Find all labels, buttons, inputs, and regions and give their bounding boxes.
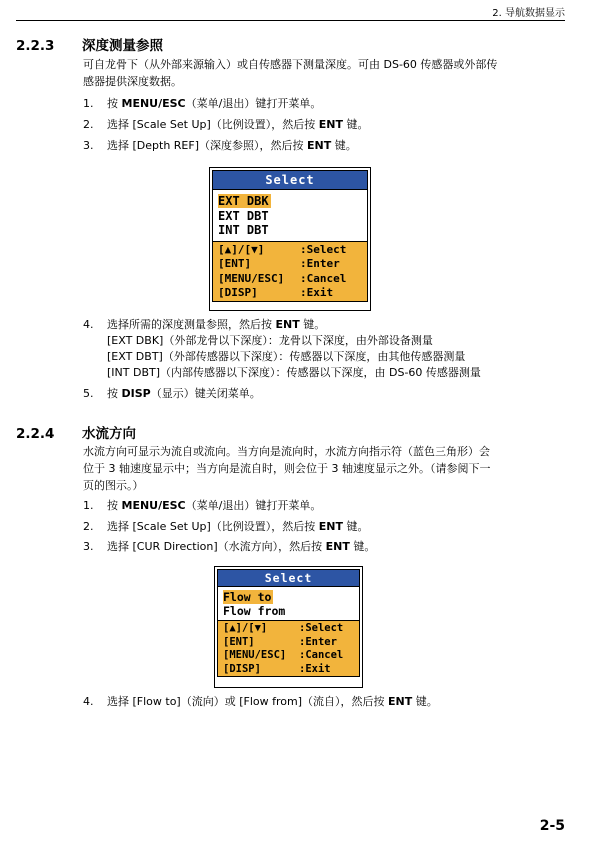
step-text: 选择 [CUR Direction]（水流方向），然后按 bbox=[107, 540, 326, 553]
key-action: :Cancel bbox=[300, 271, 347, 285]
menu-title: Select bbox=[217, 569, 360, 587]
key-action: :Enter bbox=[300, 257, 340, 270]
key-guide-row bbox=[218, 272, 367, 287]
section-intro bbox=[83, 56, 565, 90]
section-heading-depth-ref bbox=[16, 34, 163, 54]
step-text: 按 bbox=[107, 387, 122, 400]
step-text: 键。 bbox=[343, 520, 369, 533]
key-action: :Exit bbox=[300, 286, 334, 299]
select-menu-depth-ref bbox=[209, 167, 371, 311]
key-name: MENU/ESC bbox=[121, 97, 186, 110]
key-name: ENT bbox=[388, 695, 413, 708]
section-title: 水流方向 bbox=[82, 426, 136, 442]
step-text: （显示）键关闭菜单。 bbox=[150, 387, 261, 400]
key-action: :Cancel bbox=[299, 649, 344, 661]
menu-option-flow-from[interactable] bbox=[218, 605, 359, 619]
step-text: 键。 bbox=[299, 318, 326, 331]
intro-line: 感器提供深度数据。 bbox=[83, 75, 182, 88]
step-text: 键。 bbox=[349, 540, 376, 553]
intro-line: 可自龙骨下（从外部来源输入）或自传感器下测量深度。可由 DS-60 传感器或外部传 bbox=[83, 58, 498, 71]
step-item bbox=[83, 538, 565, 555]
step-item bbox=[83, 497, 565, 514]
step-number: 1. bbox=[83, 97, 94, 110]
option-label: Flow from bbox=[223, 603, 286, 618]
menu-options bbox=[212, 190, 368, 241]
select-menu-cur-direction bbox=[214, 566, 363, 688]
page-number: 2-5 bbox=[539, 818, 565, 834]
key-name: ENT bbox=[325, 540, 350, 553]
intro-line: 水流方向可显示为流自或流向。当方向是流向时，水流方向指示符（蓝色三角形）会 bbox=[83, 445, 490, 458]
step-text: （菜单/退出）键打开菜单。 bbox=[185, 499, 322, 512]
menu-key-guide bbox=[212, 241, 368, 302]
step-text: 按 bbox=[107, 499, 122, 512]
key-name: ENT bbox=[318, 118, 343, 131]
key-name: MENU/ESC bbox=[121, 499, 186, 512]
menu-option-flow-to[interactable] bbox=[218, 591, 359, 605]
key-label: [▲]/[▼] bbox=[223, 622, 268, 634]
option-label: EXT DBK bbox=[218, 194, 269, 208]
menu-title: Select bbox=[212, 170, 368, 190]
option-label: EXT DBT bbox=[218, 208, 269, 223]
section-intro bbox=[83, 443, 565, 494]
key-name: ENT bbox=[275, 318, 300, 331]
key-action: :Enter bbox=[299, 635, 337, 648]
step-text: 选择 [Depth REF]（深度参照），然后按 bbox=[107, 139, 307, 152]
menu-option-int-dbt[interactable] bbox=[213, 223, 367, 238]
menu-options bbox=[217, 587, 360, 620]
key-name: ENT bbox=[318, 520, 343, 533]
step-number: 3. bbox=[83, 540, 94, 553]
option-description: [INT DBT]（内部传感器以下深度）：传感器以下深度，由 DS-60 传感器测量 bbox=[107, 366, 481, 379]
key-guide-row bbox=[218, 243, 367, 258]
step-item bbox=[83, 137, 565, 154]
key-label: [MENU/ESC] bbox=[223, 649, 287, 661]
key-guide-row bbox=[218, 286, 367, 301]
step-number: 1. bbox=[83, 499, 94, 512]
step-number: 2. bbox=[83, 520, 94, 533]
key-label: [ENT] bbox=[218, 257, 252, 270]
running-header: 2. 导航数据显示 bbox=[492, 8, 565, 19]
step-text: 选择所需的深度测量参照，然后按 bbox=[107, 318, 276, 331]
step-item bbox=[83, 518, 565, 535]
key-label: [DISP] bbox=[223, 662, 261, 675]
step-number: 3. bbox=[83, 139, 94, 152]
option-label: INT DBT bbox=[218, 223, 269, 237]
step-text: 键。 bbox=[343, 118, 369, 131]
key-guide-row bbox=[218, 257, 367, 272]
key-guide-row bbox=[223, 663, 359, 677]
section-number: 2.2.3 bbox=[16, 38, 55, 54]
header-rule bbox=[16, 20, 565, 21]
step-item bbox=[83, 95, 565, 112]
intro-line: 位于 3 轴速度显示中；当方向是流自时，则会位于 3 轴速度显示之外。（请参阅下一 bbox=[83, 462, 491, 475]
option-label: Flow to bbox=[223, 590, 272, 604]
step-text: 选择 [Scale Set Up]（比例设置），然后按 bbox=[107, 520, 319, 533]
option-description: [EXT DBT]（外部传感器以下深度）：传感器以下深度，由其他传感器测量 bbox=[107, 350, 466, 363]
section-number: 2.2.4 bbox=[16, 426, 55, 442]
key-action: :Select bbox=[300, 242, 347, 256]
key-guide-row bbox=[223, 649, 359, 663]
step-text: （菜单/退出）键打开菜单。 bbox=[185, 97, 322, 110]
menu-option-ext-dbt[interactable] bbox=[213, 209, 367, 224]
step-number: 2. bbox=[83, 118, 94, 131]
key-name: ENT bbox=[307, 139, 332, 152]
key-label: [▲]/[▼] bbox=[218, 242, 265, 256]
step-item bbox=[83, 316, 565, 333]
key-action: :Select bbox=[299, 622, 344, 634]
key-guide-row bbox=[223, 622, 359, 636]
intro-line: 页的图示。） bbox=[83, 479, 144, 492]
key-guide-row bbox=[223, 636, 359, 650]
step-text: 键。 bbox=[331, 139, 357, 152]
step-text: 选择 [Scale Set Up]（比例设置），然后按 bbox=[107, 118, 319, 131]
step-number: 4. bbox=[83, 318, 94, 331]
section-heading-current-direction bbox=[16, 422, 136, 442]
step-text: 按 bbox=[107, 97, 122, 110]
key-label: [ENT] bbox=[223, 635, 255, 648]
menu-key-guide bbox=[217, 620, 360, 677]
step-text: 选择 [Flow to]（流向）或 [Flow from]（流自），然后按 bbox=[107, 695, 389, 708]
menu-option-ext-dbk[interactable] bbox=[213, 194, 367, 209]
section-title: 深度测量参照 bbox=[82, 38, 163, 54]
key-name: DISP bbox=[121, 387, 151, 400]
step-number: 5. bbox=[83, 387, 94, 400]
step-item bbox=[83, 693, 565, 710]
key-label: [DISP] bbox=[218, 286, 258, 299]
step-item bbox=[83, 116, 565, 133]
option-description: [EXT DBK]（外部龙骨以下深度）：龙骨以下深度，由外部设备测量 bbox=[107, 334, 433, 347]
key-label: [MENU/ESC] bbox=[218, 271, 285, 285]
step-item bbox=[83, 385, 565, 402]
step-text: 键。 bbox=[412, 695, 438, 708]
key-action: :Exit bbox=[299, 662, 331, 675]
step-number: 4. bbox=[83, 695, 94, 708]
